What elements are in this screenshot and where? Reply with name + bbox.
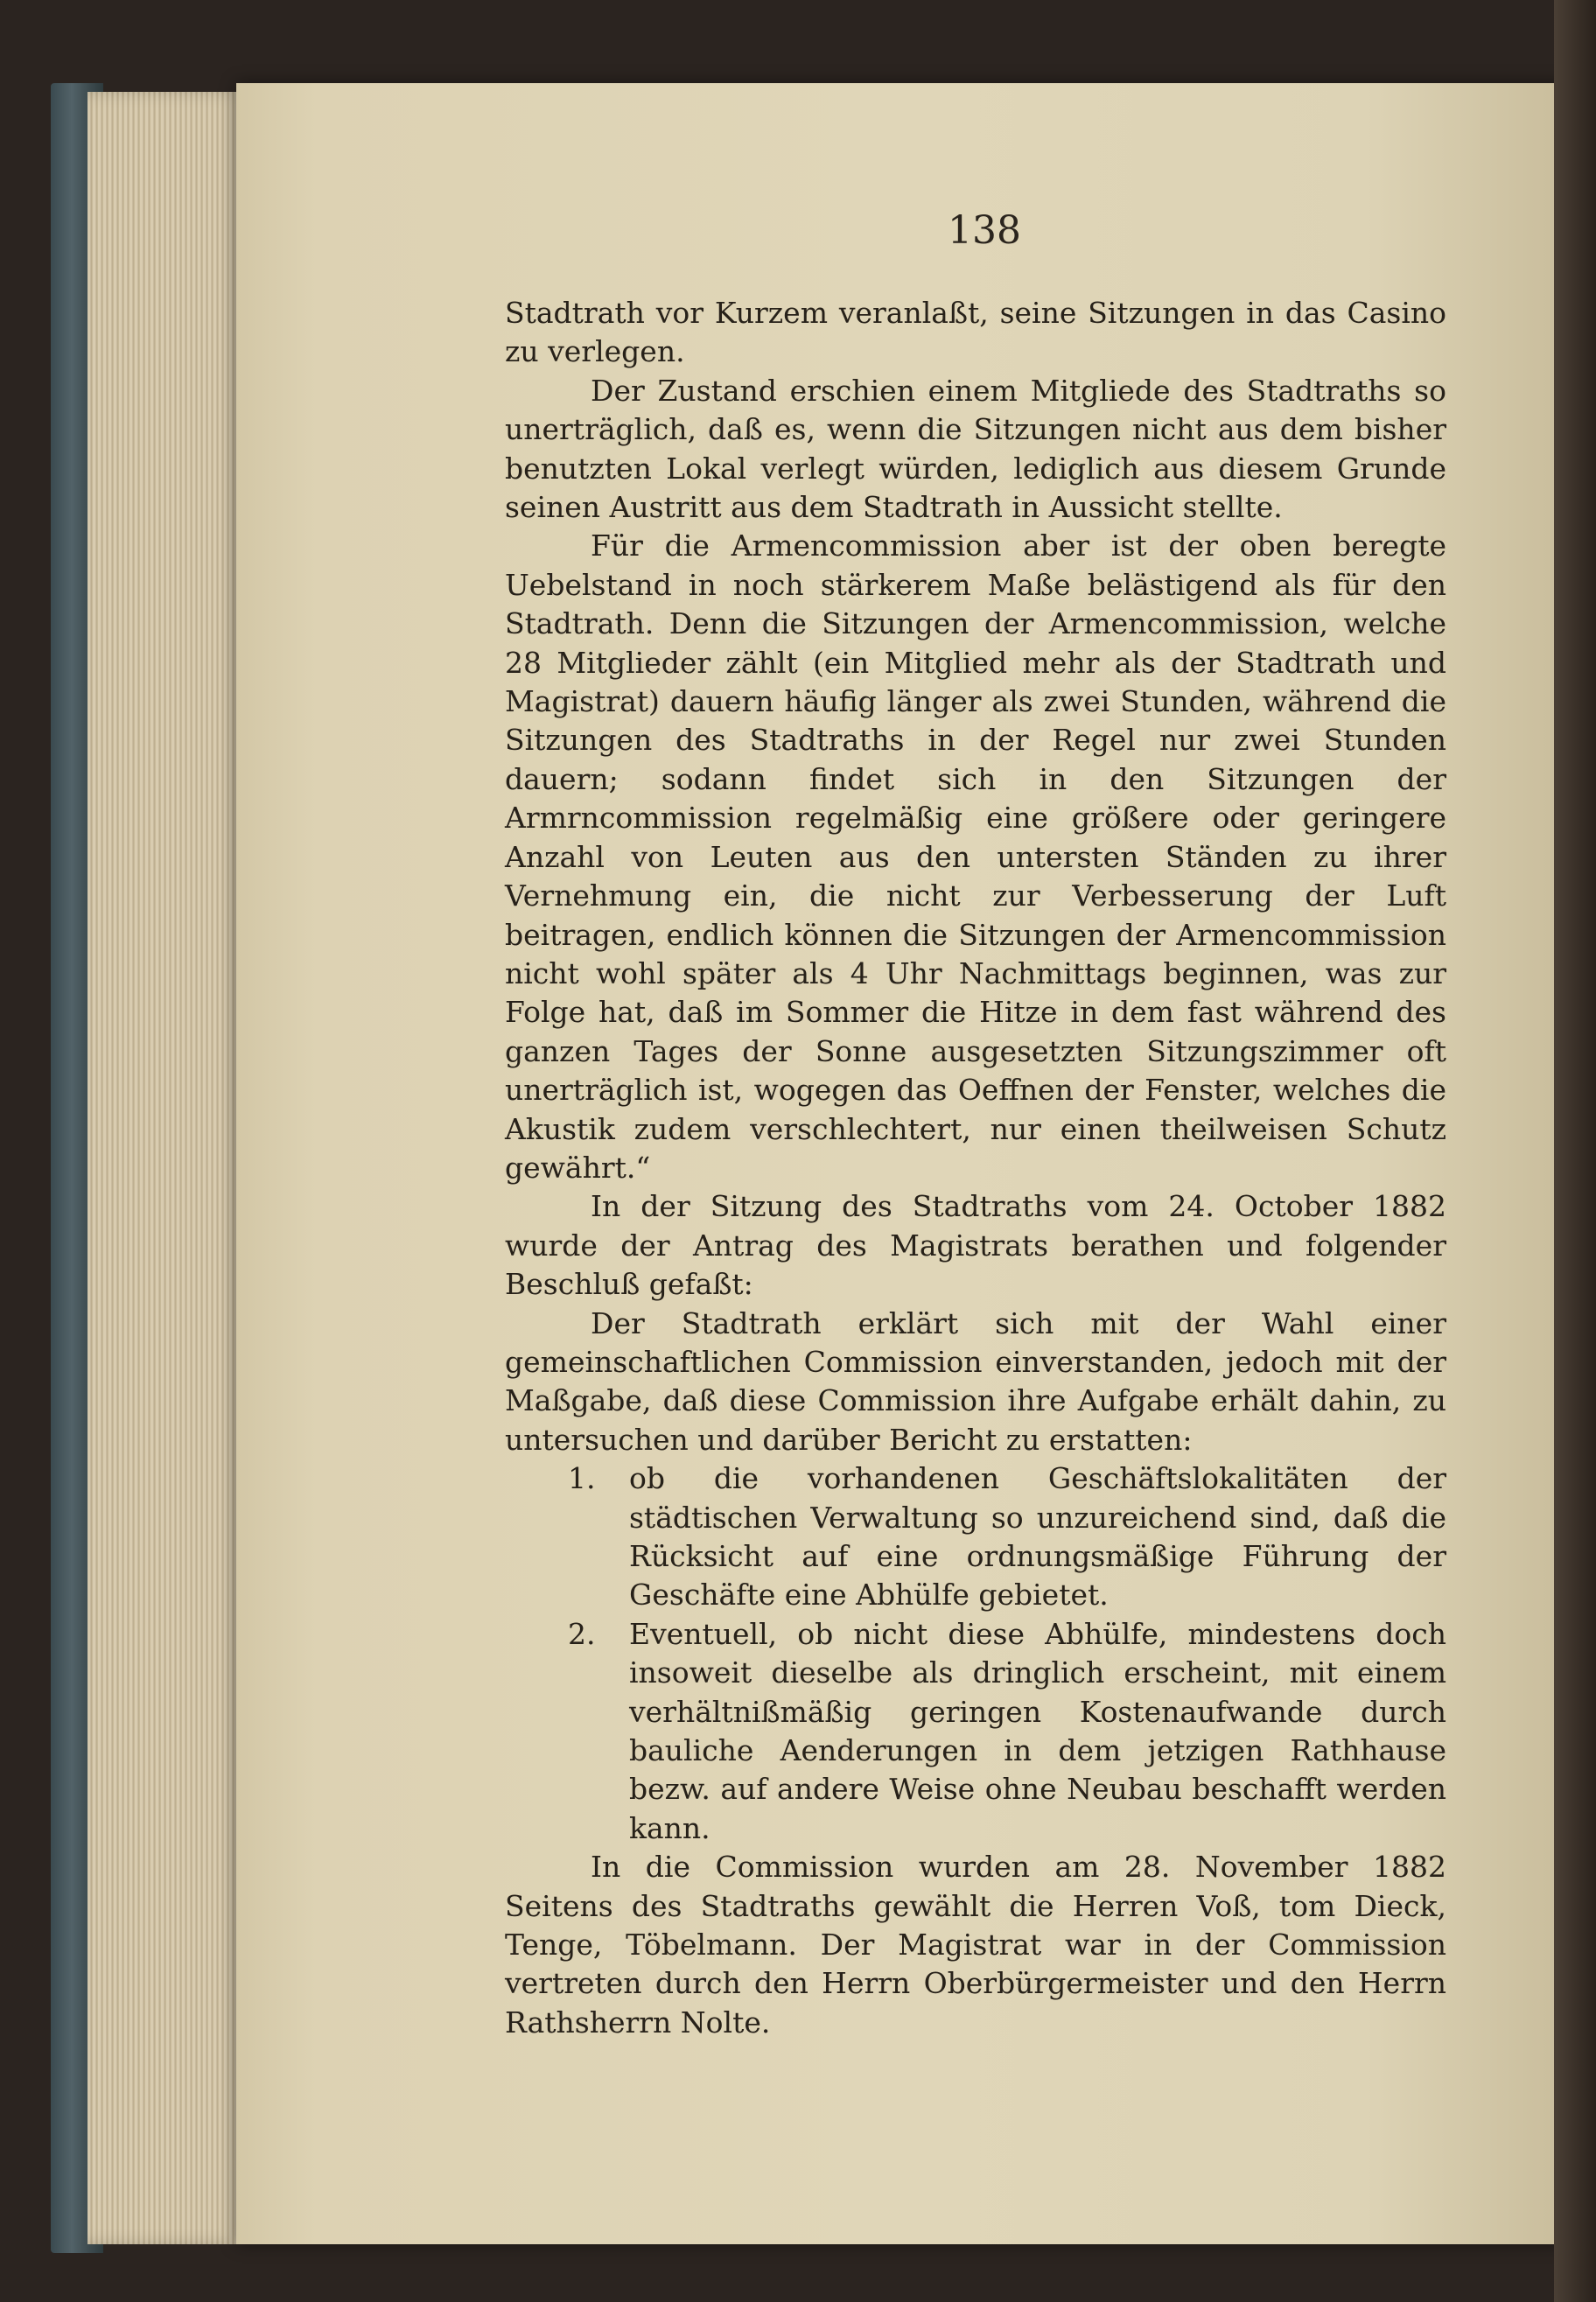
page-number: 138 <box>948 208 1021 253</box>
paragraph: In der Sitzung des Stadtraths vom 24. October 1882 wurde der Antrag des Magistrats berathen und folgender Beschluß gefaßt: <box>505 1189 1446 1302</box>
paragraph: Der Stadtrath erklärt sich mit der Wahl einer gemeinschaftlichen Commission einverstanden, jedoch mit der Maßgabe, daß diese Commission ihre Aufgabe erhält dahin, zu untersuchen und darüber Bericht zu erstatten: <box>505 1305 1446 1457</box>
paragraph: Für die Armencommission aber ist der oben beregte Uebelstand in noch stärkerem Maße belästigend als für den Stadtrath. Denn die Sitzungen der Armencommission, welche 28 Mitglieder zählt (ein Mitglied mehr als der Stadtrath und Magistrat) dauern häufig länger als zwei Stunden, während die Sitzungen des Stadtraths in der Regel nur zwei Stunden dauern; sodann findet sich in den Sitzungen der Armrncommission regelmäßig eine größere oder geringere Anzahl von Leuten aus den untersten Ständen zu ihrer Vernehmung ein, die nicht zur Verbesserung der Luft beitragen, endlich können die Sitzungen der Armencommission nicht wohl später als 4 Uhr Nachmittags beginnen, was zur Folge hat, daß im Sommer die Hitze in dem fast während des ganzen Tages der Sonne ausgesetzten Sitzungszimmer oft unerträglich ist, wogegen das Oeffnen der Fenster, welches die Akustik zudem verschlechtert, nur einen theilweisen Schutz gewährt.“ <box>505 528 1446 1185</box>
book-gutter <box>1554 0 1596 2302</box>
list-item-text: ob die vorhandenen Geschäftslokalitäten der städtischen Verwaltung so unzureichend sind, daß die Rücksicht auf eine ordnungsmäßige Führung der Geschäfte eine Abhülfe gebietet. <box>629 1461 1446 1613</box>
paragraph: Der Zustand erschien einem Mitgliede des Stadtraths so unerträglich, daß es, wenn die Sitzungen nicht aus dem bisher benutzten Lokal verlegt würden, lediglich aus diesem Grunde seinen Austritt aus dem Stadtrath in Aussicht stellte. <box>505 373 1446 525</box>
numbered-list <box>505 1459 1446 1848</box>
list-item-text: Eventuell, ob nicht diese Abhülfe, mindestens doch insoweit dieselbe als dringlich erscheint, mit einem verhältnißmäßig geringen Kostenaufwande durch bauliche Aenderungen in dem jetzigen Rathhause bezw. auf andere Weise ohne Neubau beschafft werden kann. <box>629 1616 1446 1845</box>
paragraph: In die Commission wurden am 28. November 1882 Seitens des Stadtraths gewählt die Herren Voß, tom Dieck, Tenge, Töbelmann. Der Magistrat war in der Commission vertreten durch den Herrn Oberbürgermeister und den Herrn Rathsherrn Nolte. <box>505 1850 1446 2040</box>
list-item-number: 1. <box>568 1461 596 1496</box>
list-item <box>505 1459 1446 1615</box>
paragraph: Stadtrath vor Kurzem veranlaßt, seine Sitzungen in das Casino zu verlegen. <box>505 296 1446 369</box>
list-item <box>505 1615 1446 1848</box>
page-edges <box>88 92 245 2244</box>
list-item-number: 2. <box>568 1616 596 1651</box>
page-text <box>505 294 1446 2042</box>
